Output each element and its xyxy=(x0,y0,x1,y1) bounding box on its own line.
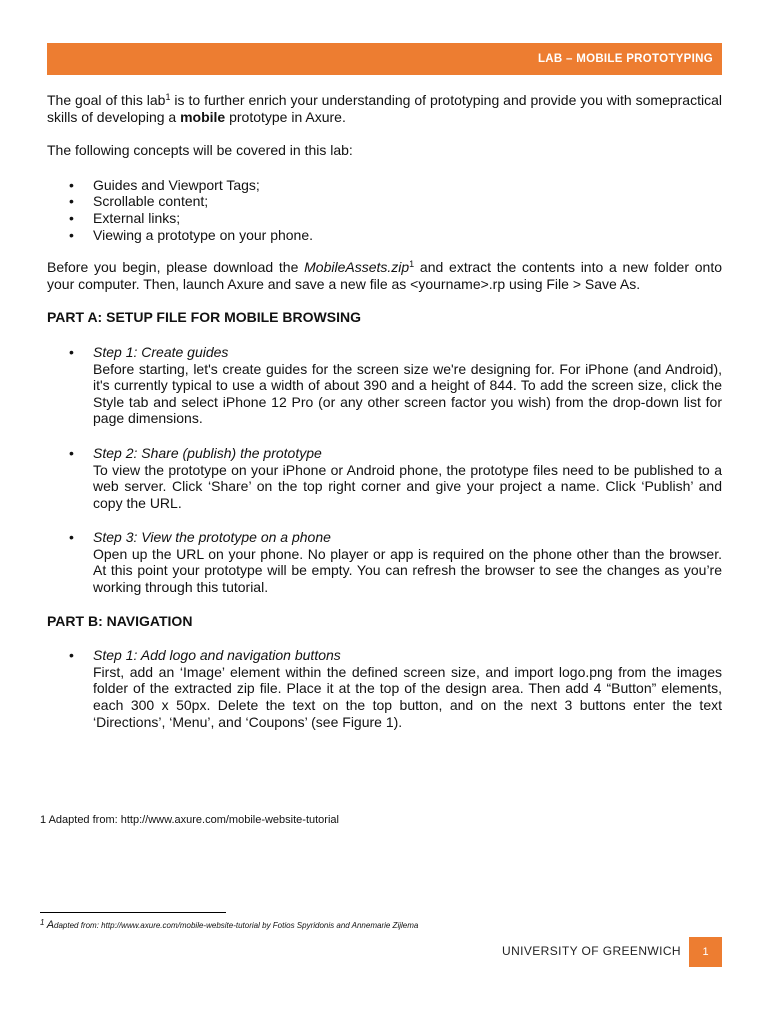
footnote-text: dapted from: http://www.axure.com/mobile-website-tutorial by Fotios Spyridonis and Annemarie Zijlema xyxy=(54,921,419,930)
step-item xyxy=(47,344,722,427)
part-a-steps xyxy=(47,344,722,596)
step-item xyxy=(47,647,722,730)
bullet-icon: • xyxy=(69,209,74,226)
footnote-reference: 1 Adapted from: http://www.axure.com/mobile-website-tutorial xyxy=(40,814,339,826)
intro-text-end: prototype in Axure. xyxy=(225,108,346,125)
step-body: First, add an ‘Image’ element within the defined screen size, and import logo.png from the images folder of the extracted zip file. Place it at the top of the design area. Then add 4 “Button” elements, each 300 x 50px. Delete the text on the top button, and on the next 3 buttons enter the text ‘Directions’, ‘Menu’, and ‘Coupons’ (see Figure 1). xyxy=(93,663,722,730)
list-item xyxy=(47,177,722,194)
list-item-text: Guides and Viewport Tags; xyxy=(93,176,260,193)
page-footnote xyxy=(40,919,418,931)
page-number xyxy=(689,937,722,967)
list-item xyxy=(47,210,722,227)
step-item xyxy=(47,529,722,595)
part-b-heading: PART B: NAVIGATION xyxy=(47,612,193,629)
step-item xyxy=(47,445,722,511)
part-b-steps xyxy=(47,647,722,730)
step-title: Step 1: Create guides xyxy=(93,343,229,360)
list-item xyxy=(47,193,722,210)
document-title: LAB – MOBILE PROTOTYPING xyxy=(537,53,713,65)
download-text-start: Before you begin, please download the xyxy=(47,259,305,276)
step-body: To view the prototype on your iPhone or Android phone, the prototype files need to be published to a web server. Click ‘Share’ on the top right corner and give your project a name. Click ‘Publish’ and copy the URL. xyxy=(93,461,722,511)
footnote-number: 1 xyxy=(40,918,45,927)
step-body: Before starting, let's create guides for the screen size we're designing for. For iPhone (and Android), it's currently typical to use a width of about 390 and a height of 844. To add the screen size, click the Style tab and select iPhone 12 Pro (or any other screen factor you wish) from the drop-down list for page dimensions. xyxy=(93,360,722,427)
part-a-heading: PART A: SETUP FILE FOR MOBILE BROWSING xyxy=(47,309,361,326)
concepts-intro: The following concepts will be covered in this lab: xyxy=(47,142,353,159)
document-body xyxy=(47,92,722,730)
step-title: Step 3: View the prototype on a phone xyxy=(93,529,331,546)
footnote-marker: 1 xyxy=(409,259,415,270)
list-item-text: Viewing a prototype on your phone. xyxy=(93,226,314,243)
list-item-text: Scrollable content; xyxy=(93,193,209,210)
intro-paragraph xyxy=(47,92,722,125)
intro-text-start: The goal of this lab xyxy=(47,92,166,108)
footnote-first-letter: A xyxy=(46,919,55,931)
intro-bold-word: mobile xyxy=(180,108,226,125)
bullet-icon: • xyxy=(69,343,74,360)
bullet-icon: • xyxy=(69,647,74,664)
step-title: Step 2: Share (publish) the prototype xyxy=(93,444,322,461)
footnote-marker: 1 xyxy=(165,92,171,102)
download-paragraph xyxy=(47,259,722,292)
bullet-icon: • xyxy=(69,226,74,243)
asset-filename: MobileAssets.zip xyxy=(304,259,410,276)
step-title: Step 1: Add logo and navigation buttons xyxy=(93,647,341,664)
bullet-icon: • xyxy=(69,193,74,210)
intro-text-middle: is to further enrich your understanding of prototyping and provide you with somepractical skills of developing a xyxy=(47,92,722,125)
page-number-label: 1 xyxy=(702,946,709,958)
step-body: Open up the URL on your phone. No player or app is required on the phone other than the browser. At this point your prototype will be empty. You can refresh the browser to see the changes as you’re working through this tutorial. xyxy=(93,545,722,596)
bullet-icon: • xyxy=(69,176,74,193)
list-item-text: External links; xyxy=(93,209,181,226)
bullet-icon: • xyxy=(69,529,74,546)
list-item xyxy=(47,227,722,244)
header-bar xyxy=(47,43,722,75)
bullet-icon: • xyxy=(69,444,74,461)
download-text-end: and extract the contents into a new folder onto your computer. Then, launch Axure and save a new file as <yourname>.rp using File > Save As. xyxy=(47,259,722,292)
footnote-divider xyxy=(40,912,226,913)
concepts-list xyxy=(47,177,722,243)
footer-university: UNIVERSITY OF GREENWICH xyxy=(502,944,681,958)
